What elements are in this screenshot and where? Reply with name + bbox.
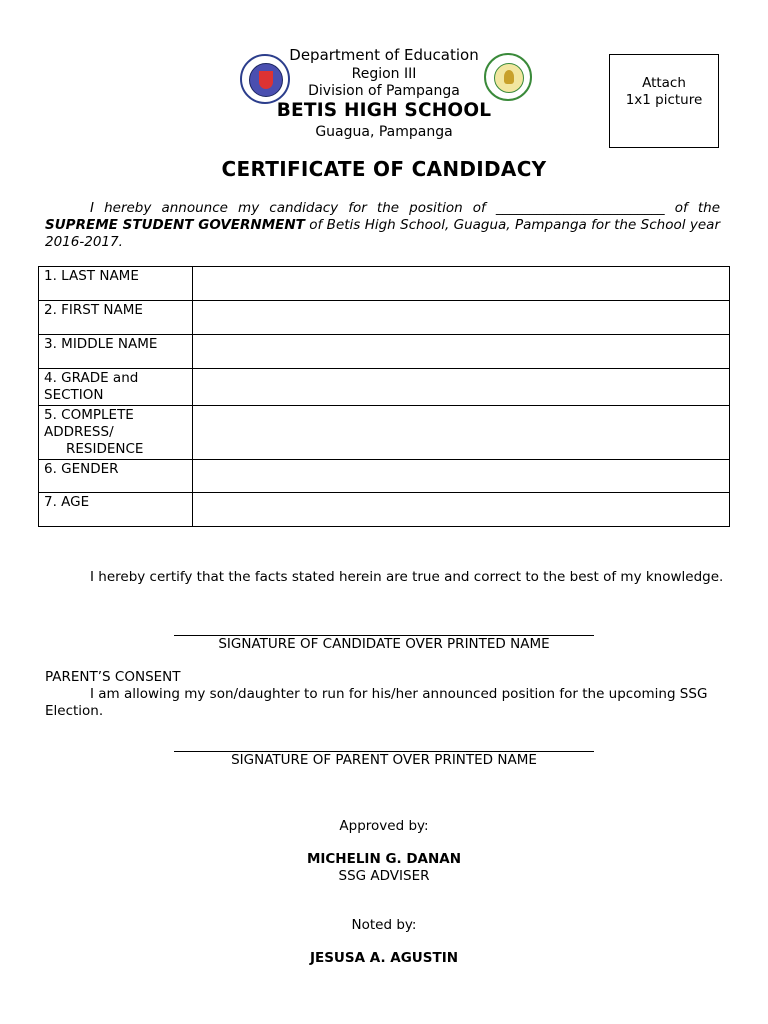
photo-box-line1: Attach (642, 75, 686, 91)
noted-by-label: Noted by: (351, 917, 417, 933)
field-label: 6. GENDER (39, 460, 193, 493)
first-name-field[interactable] (193, 301, 730, 335)
candidate-info-table (38, 266, 730, 527)
certify-text: I hereby certify that the facts stated herein are true and correct to the best of my knowledge. (90, 569, 724, 585)
position-blank[interactable]: _________________________ (495, 200, 665, 216)
candidate-signature-line[interactable] (174, 619, 594, 636)
grade-section-field[interactable] (193, 369, 730, 406)
last-name-field[interactable] (193, 267, 730, 301)
field-label: 1. LAST NAME (39, 267, 193, 301)
department-name: Department of Education (289, 46, 479, 64)
intro-part2: of the (664, 200, 721, 216)
photo-placeholder-box (609, 54, 719, 148)
table-row (39, 335, 730, 369)
parent-consent-statement (45, 686, 725, 720)
noter-name: JESUSA A. AGUSTIN (309, 950, 459, 966)
field-label: 4. GRADE and SECTION (39, 369, 193, 406)
region-name: Region III (351, 66, 417, 82)
candidate-signature-label: SIGNATURE OF CANDIDATE OVER PRINTED NAME (218, 636, 550, 652)
table-row (39, 369, 730, 406)
field-label (39, 406, 193, 460)
table-row (39, 406, 730, 460)
document-title: CERTIFICATE OF CANDIDACY (221, 157, 547, 181)
address-label-line1: 5. COMPLETE ADDRESS/ (44, 407, 134, 440)
table-row (39, 493, 730, 527)
school-location: Guagua, Pampanga (315, 124, 453, 140)
address-label-line2: RESIDENCE (66, 441, 144, 457)
intro-part1: I hereby announce my candidacy for the position of (90, 200, 496, 216)
gender-field[interactable] (193, 460, 730, 493)
approved-by-label: Approved by: (339, 818, 429, 834)
table-row (39, 460, 730, 493)
photo-box-line2: 1x1 picture (625, 92, 703, 108)
approver-title: SSG ADVISER (338, 868, 430, 884)
division-name: Division of Pampanga (308, 83, 460, 99)
parent-consent-text: I am allowing my son/daughter to run for his/her announced position for the upcoming SSG Election. (45, 686, 708, 719)
organization-name: SUPREME STUDENT GOVERNMENT (45, 217, 305, 233)
address-field[interactable] (193, 406, 730, 460)
field-label: 7. AGE (39, 493, 193, 527)
field-label: 2. FIRST NAME (39, 301, 193, 335)
field-label: 3. MIDDLE NAME (39, 335, 193, 369)
table-row (39, 267, 730, 301)
parent-signature-line[interactable] (174, 735, 594, 752)
certification-statement (45, 569, 725, 586)
middle-name-field[interactable] (193, 335, 730, 369)
approver-name: MICHELIN G. DANAN (306, 851, 462, 867)
table-row (39, 301, 730, 335)
parent-consent-heading: PARENT’S CONSENT (45, 669, 181, 685)
candidacy-statement (45, 200, 720, 251)
parent-signature-label: SIGNATURE OF PARENT OVER PRINTED NAME (231, 752, 537, 768)
school-name: BETIS HIGH SCHOOL (276, 100, 492, 121)
intro-part3: of Betis High School, Guagua, Pampanga for the School year 2016-2017. (45, 217, 720, 250)
age-field[interactable] (193, 493, 730, 527)
